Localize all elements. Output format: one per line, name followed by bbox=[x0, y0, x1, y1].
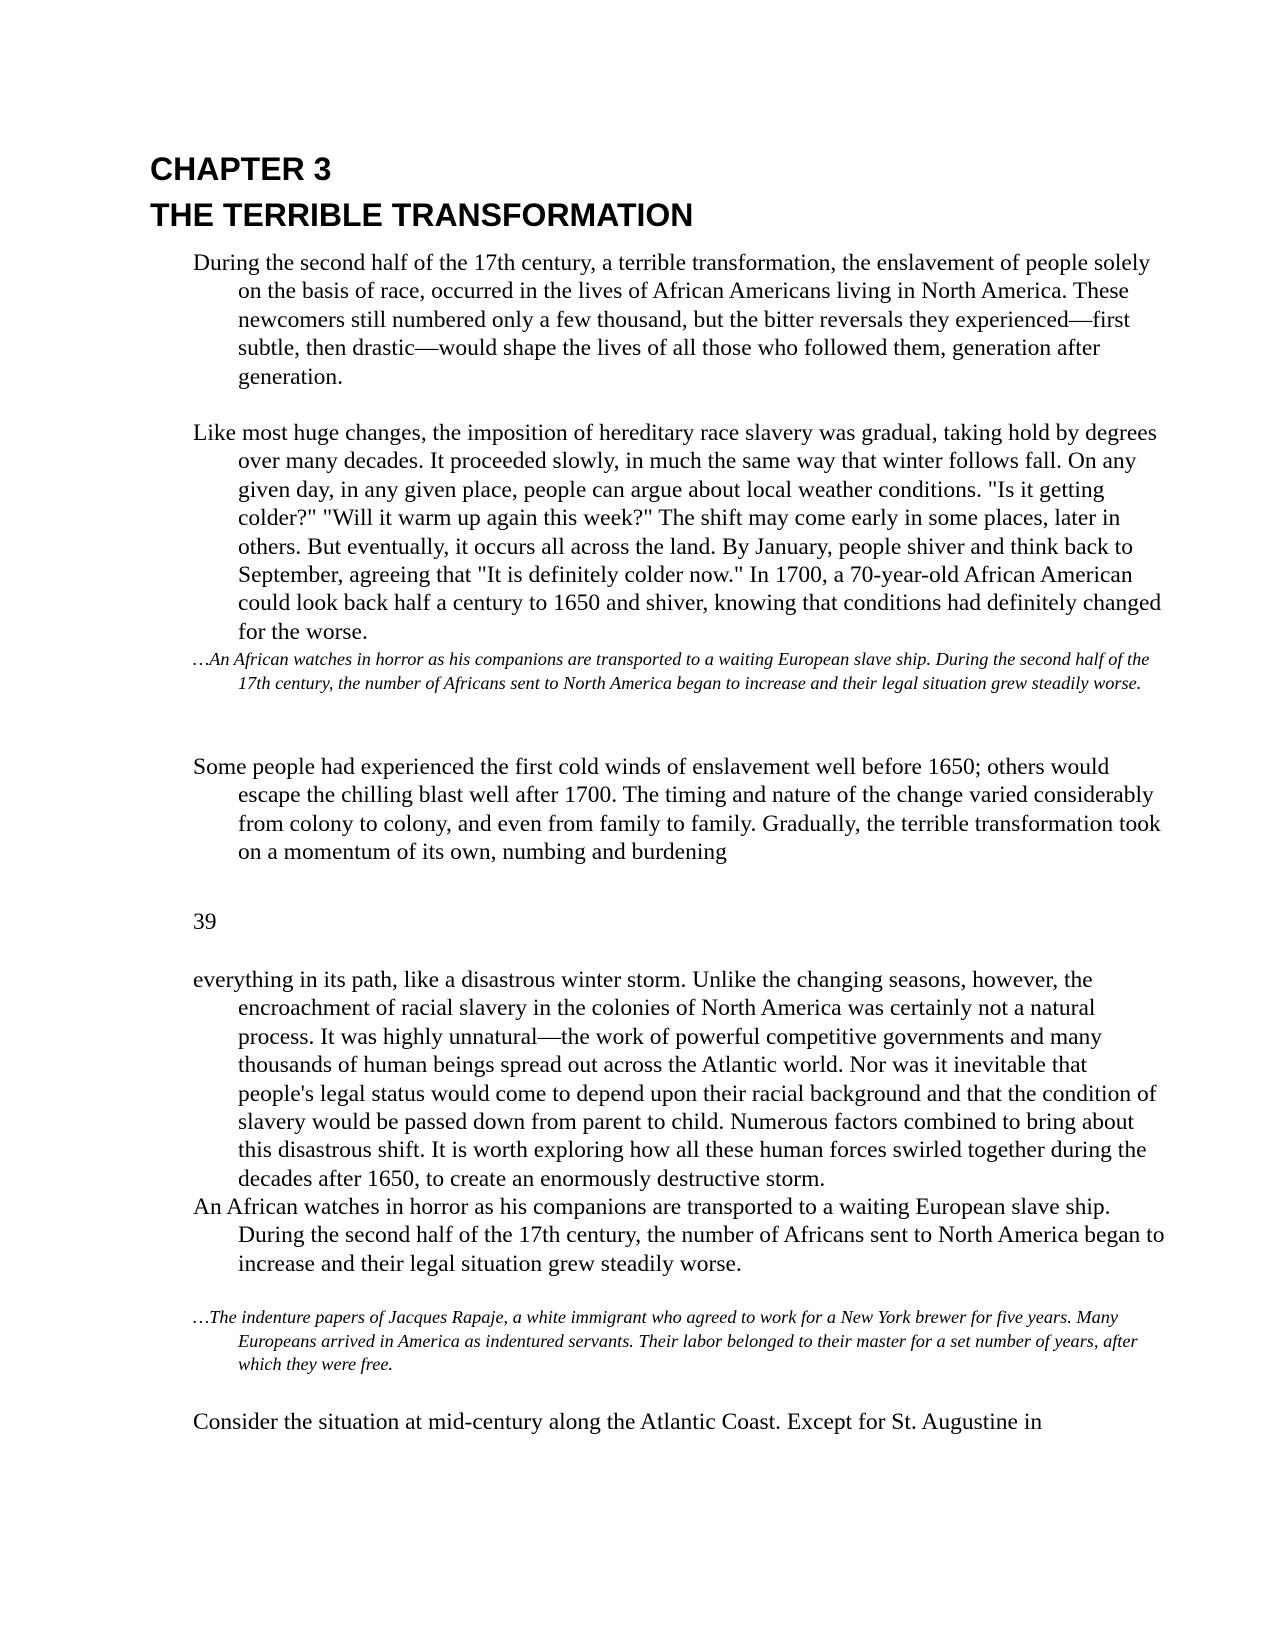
page-number: 39 bbox=[193, 909, 217, 935]
body-paragraph-5: An African watches in horror as his companions are transported to a waiting European slave ship. During the second half of the 17th century, the number of Africans sent to North America began to increase and their legal situation grew steadily worse. bbox=[193, 1194, 1165, 1277]
image-caption-2: …The indenture papers of Jacques Rapaje, a white immigrant who agreed to work for a New York brewer for five years. Many Europeans arrived in America as indentured servants. Their labor belonged to their master for a set number of years, after which they were free. bbox=[193, 1307, 1138, 1374]
body-paragraph-1: During the second half of the 17th century, a terrible transformation, the enslavement of people solely on the basis of race, occurred in the lives of African Americans living in North America. These newcomers still numbered only a few thousand, but the bitter reversals they experienced—first subtle, then drastic—would shape the lives of all those who followed them, generation after generation. bbox=[193, 250, 1151, 390]
body-paragraph-4: everything in its path, like a disastrous winter storm. Unlike the changing seasons, however, the encroachment of racial slavery in the colonies of North America was certainly not a natural process. It was highly unnatural—the work of powerful competitive governments and many thousands of human beings spread out across the Atlantic world. Nor was it inevitable that people's legal status would come to depend upon their racial background and that the condition of slavery would be passed down from parent to child. Numerous factors combined to bring about this disastrous shift. It is worth exploring how all these human forces swirled together during the decades after 1650, to create an enormously destructive storm. bbox=[193, 967, 1157, 1192]
chapter-heading bbox=[150, 146, 693, 238]
chapter-title: THE TERRIBLE TRANSFORMATION bbox=[150, 197, 694, 233]
body-paragraph-2: Like most huge changes, the imposition of hereditary race slavery was gradual, taking hold by degrees over many decades. It proceeded slowly, in much the same way that winter follows fall. On any given day, in any given place, people can argue about local weather conditions. "Is it getting colder?" "Will it warm up again this week?" The shift may come early in some places, later in others. But eventually, it occurs all across the land. By January, people shiver and think back to September, agreeing that "It is definitely colder now." In 1700, a 70-year-old African American could look back half a century to 1650 and shiver, knowing that conditions had definitely changed for the worse. bbox=[193, 420, 1162, 645]
image-caption-1: …An African watches in horror as his companions are transported to a waiting European slave ship. During the second half of the 17th century, the number of Africans sent to North America began to increase and their legal situation grew steadily worse. bbox=[193, 649, 1150, 693]
body-paragraph-3: Some people had experienced the first cold winds of enslavement well before 1650; others would escape the chilling blast well after 1700. The timing and nature of the change varied considerably from colony to colony, and even from family to family. Gradually, the terrible transformation took on a momentum of its own, numbing and burdening bbox=[193, 754, 1161, 866]
chapter-number: CHAPTER 3 bbox=[150, 151, 332, 187]
body-paragraph-6: Consider the situation at mid-century along the Atlantic Coast. Except for St. Augustine in bbox=[193, 1409, 1043, 1435]
